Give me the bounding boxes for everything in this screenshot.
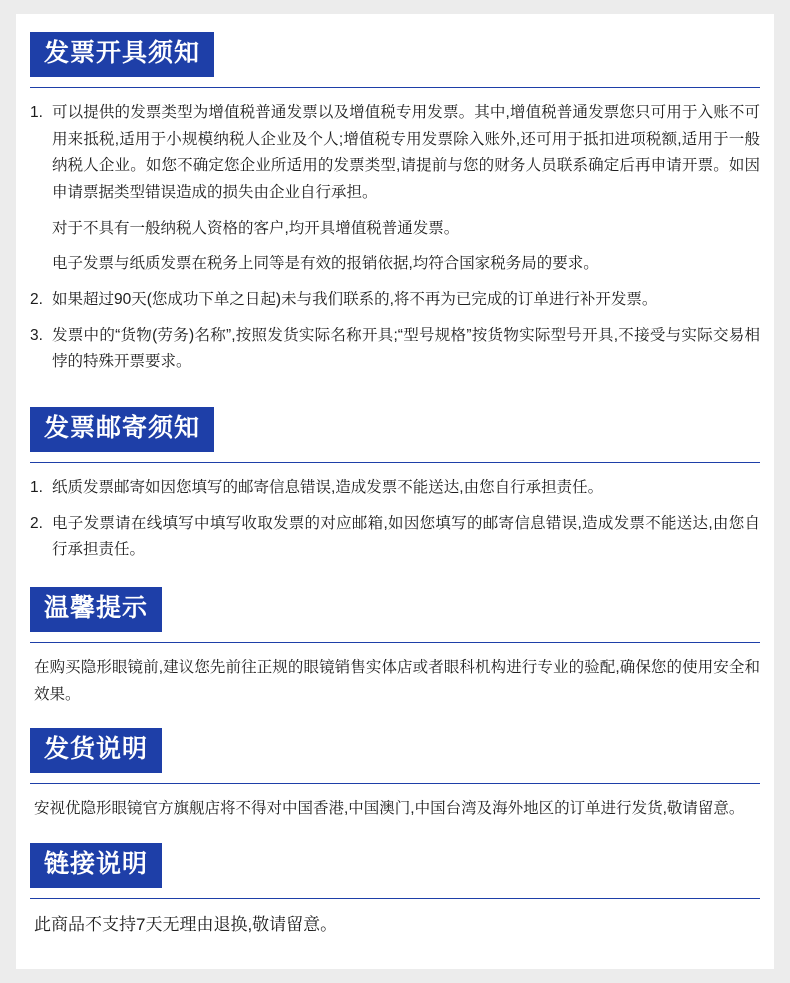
section-link-note [30, 843, 760, 940]
section-divider [30, 87, 760, 88]
section-title-warm-tips: 温馨提示 [30, 587, 162, 632]
section-shipping-note [30, 728, 760, 823]
spacer [30, 714, 760, 728]
link-note-paragraph: 此商品不支持7天无理由退换,敬请留意。 [34, 914, 338, 934]
content-area [16, 14, 774, 969]
section-divider [30, 898, 760, 899]
section-invoice-mailing [30, 407, 760, 564]
list-item: 纸质发票邮寄如因您填写的邮寄信息错误,造成发票不能送达,由您自行承担责任。 [52, 478, 604, 496]
section-title-link-note: 链接说明 [30, 843, 162, 888]
invoice-issuing-list [30, 100, 760, 207]
list-item: 电子发票请在线填写中填写收取发票的对应邮箱,如因您填写的邮寄信息错误,造成发票不能送达,由您自行承担责任。 [52, 514, 760, 559]
section-divider [30, 642, 760, 643]
invoice-issuing-subpara-2: 电子发票与纸质发票在税务上同等是有效的报销依据,均符合国家税务局的要求。 [52, 255, 599, 273]
invoice-issuing-subpara-1: 对于不具有一般纳税人资格的客户,均开具增值税普通发票。 [52, 219, 460, 237]
warm-tips-paragraph: 在购买隐形眼镜前,建议您先前往正规的眼镜销售实体店或者眼科机构进行专业的验配,确保您的使用安全和效果。 [34, 658, 760, 703]
spacer [30, 573, 760, 587]
list-item: 发票中的“货物(劳务)名称”,按照发货实际名称开具;“型号规格”按货物实际型号开具,不接受与实际交易相悖的特殊开票要求。 [52, 326, 760, 371]
spacer [30, 385, 760, 407]
section-title-invoice-mailing: 发票邮寄须知 [30, 407, 214, 452]
list-item: 如果超过90天(您成功下单之日起)未与我们联系的,将不再为已完成的订单进行补开发票。 [52, 290, 658, 308]
section-warm-tips [30, 587, 760, 708]
invoice-issuing-list-cont [30, 287, 760, 376]
section-title-invoice-issuing: 发票开具须知 [30, 32, 214, 77]
page-frame-top [0, 0, 790, 14]
shipping-note-paragraph: 安视优隐形眼镜官方旗舰店将不得对中国香港,中国澳门,中国台湾及海外地区的订单进行发货,敬请留意。 [34, 800, 745, 818]
section-title-shipping-note: 发货说明 [30, 728, 162, 773]
list-item: 可以提供的发票类型为增值税普通发票以及增值税专用发票。其中,增值税普通发票您只可用于入账不可用来抵税,适用于小规模纳税人企业及个人;增值税专用发票除入账外,还可用于抵扣进项税额,适用于一般纳税人企业。如您不确定您企业所适用的发票类型,请提前与您的财务人员联系确定后再申请开票。如因申请票据类型错误造成的损失由企业自行承担。 [52, 104, 760, 201]
section-invoice-issuing [30, 32, 760, 376]
section-divider [30, 462, 760, 463]
spacer [30, 829, 760, 843]
invoice-mailing-list [30, 475, 760, 564]
page-frame-left [0, 0, 16, 983]
page-frame-right [774, 0, 790, 983]
section-divider [30, 783, 760, 784]
page-frame-bottom [0, 969, 790, 983]
